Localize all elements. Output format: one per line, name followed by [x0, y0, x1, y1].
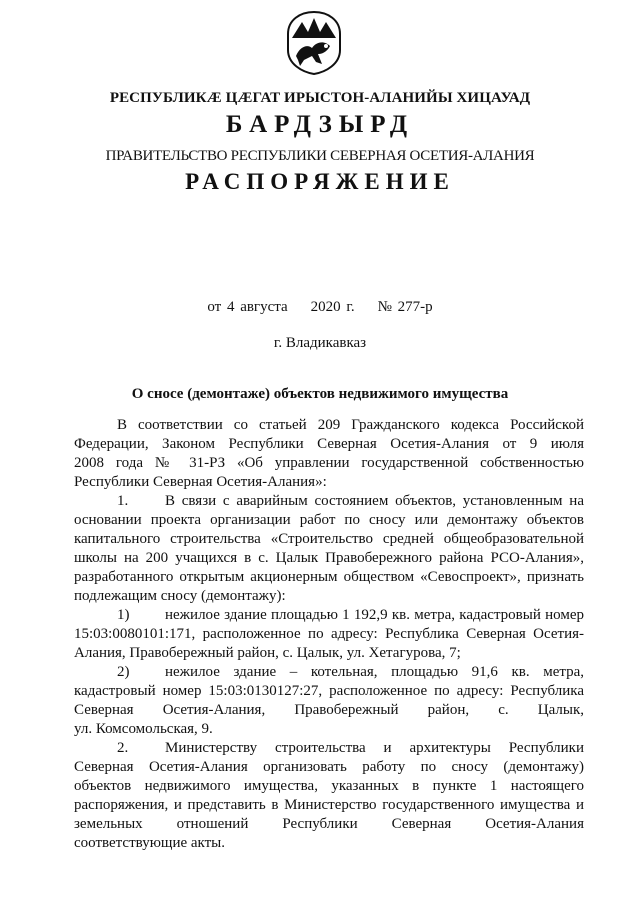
subclause-number: 1) [117, 607, 130, 623]
ossetian-government-title: РЕСПУБЛИКӔ ЦӔГАТ ИРЫСТОН-АЛАНИЙЫ ХИЦАУАД [109, 90, 531, 106]
clause-text: Министерству строительства и архитектуры Республики [165, 740, 584, 756]
body-line: кадастровый номер 15:03:0130127:27, расположенное по адресу: Республика [74, 683, 584, 699]
date-year: 2020 г. [310, 299, 355, 315]
subclause-2-line [74, 663, 584, 682]
body-line: основании проекта организации работ по сносу или демонтажу объектов [74, 512, 584, 528]
document-number: № 277-р [377, 299, 433, 315]
body-line: Северная Осетия-Алания организовать работу по сносу (демонтажу) [74, 759, 584, 775]
body-line: Федерации, Законом Республики Северная Осетия-Алания от 9 июля [74, 436, 584, 452]
clause-number: 2. [117, 740, 129, 756]
body-line: 15:03:0080101:171, расположенное по адресу: Республика Северная Осетия- [74, 626, 584, 642]
city: г. Владикавказ [273, 335, 367, 351]
body-line: объектов недвижимого имущества, указанных в пункте 1 настоящего [74, 778, 584, 794]
body-line: подлежащим сносу (демонтажу): [74, 588, 286, 604]
clause-text: В связи с аварийным состоянием объектов, установленным на [165, 493, 584, 509]
clause-1-line [74, 492, 584, 511]
document-type: РАСПОРЯЖЕНИЕ [185, 169, 455, 194]
date-number-line [0, 299, 640, 316]
clause-2-line [74, 739, 584, 758]
body-line: капитального строительства «Строительство средней общеобразовательной [74, 531, 584, 547]
document-body [74, 416, 584, 853]
body-line: 2008 года № 31-РЗ «Об управлении государственной собственностью [74, 455, 584, 471]
body-line: Северная Осетия-Алания, Правобережный район, с. Цалык, [74, 702, 584, 718]
coat-of-arms-emblem [282, 10, 346, 76]
clause-number: 1. [117, 493, 129, 509]
document-title: О сносе (демонтаже) объектов недвижимого имущества [131, 386, 509, 402]
body-line: распоряжения, и представить в Министерство государственного имущества и [74, 797, 584, 813]
subclause-number: 2) [117, 664, 130, 680]
body-line: школы на 200 учащихся в с. Цалык Правобережного района РСО-Алания», [74, 550, 584, 566]
date-prefix: от [207, 299, 222, 315]
subclause-text: нежилое здание площадью 1 192,9 кв. метра, кадастровый номер [165, 607, 584, 623]
body-line: Республики Северная Осетия-Алания»: [74, 474, 327, 490]
date-day-month: 4 августа [226, 299, 288, 315]
body-line: ул. Комсомольская, 9. [74, 721, 213, 737]
body-line: земельных отношений Республики Северная Осетия-Алания [74, 816, 584, 832]
body-line: В соответствии со статьей 209 Гражданского кодекса Российской [117, 417, 584, 433]
subclause-text: нежилое здание – котельная, площадью 91,6 кв. метра, [165, 664, 584, 680]
subclause-1-line [74, 606, 584, 625]
body-line: разработанного открытым акционерным обществом «Севоспроект», признать [74, 569, 584, 585]
body-line: соответствующие акты. [74, 835, 226, 851]
body-line: Алания, Правобережный район, с. Цалык, ул. Хетагурова, 7; [74, 645, 461, 661]
ossetian-document-type: БАРДЗЫРД [225, 111, 415, 138]
government-title: ПРАВИТЕЛЬСТВО РЕСПУБЛИКИ СЕВЕРНАЯ ОСЕТИЯ-АЛАНИЯ [105, 148, 535, 164]
